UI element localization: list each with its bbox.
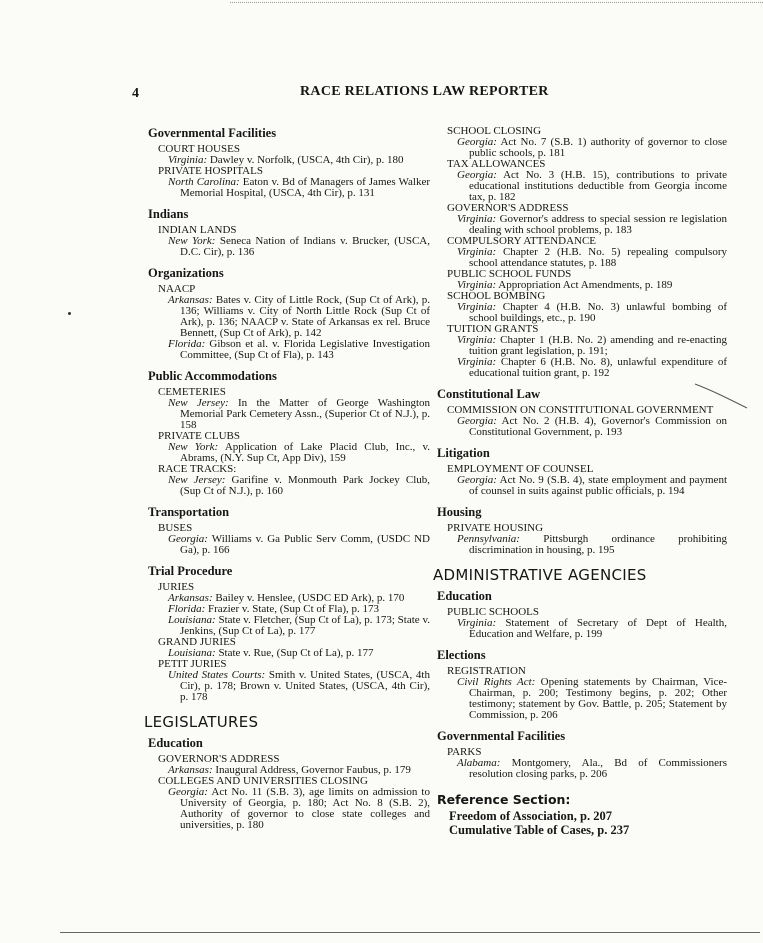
- jurisdiction-label: United States Courts:: [168, 669, 266, 681]
- section-heading: Governmental Facilities: [437, 729, 566, 743]
- subject-heading: CEMETERIES: [158, 386, 226, 398]
- subject-heading: COMMISSION ON CONSTITUTIONAL GOVERNMENT: [447, 404, 714, 416]
- jurisdiction-label: New York:: [168, 441, 219, 453]
- entry-text: Smith v. United States, (USCA, 4th Cir), p. 178; Brown v. United States, (USCA, 4th Cir), p. 178: [180, 669, 430, 703]
- jurisdiction-label: Alabama:: [457, 757, 501, 769]
- part-heading: LEGISLATURES: [144, 713, 259, 731]
- subject-heading: BUSES: [158, 522, 193, 534]
- page-number: 4: [132, 86, 139, 101]
- subject-heading: TAX ALLOWANCES: [447, 158, 546, 170]
- subject-heading: GOVERNOR'S ADDRESS: [158, 753, 280, 765]
- section-heading: Governmental Facilities: [148, 126, 277, 140]
- entry-text: Dawley v. Norfolk, (USCA, 4th Cir), p. 180: [209, 154, 404, 166]
- case-entry: [168, 534, 430, 556]
- subject-heading: PRIVATE HOUSING: [447, 522, 544, 534]
- section-heading: Elections: [437, 648, 486, 662]
- section-heading: Transportation: [148, 505, 230, 519]
- part-heading: ADMINISTRATIVE AGENCIES: [433, 566, 647, 584]
- case-entry: [168, 442, 430, 464]
- subject-heading: EMPLOYMENT OF COUNSEL: [447, 463, 594, 475]
- case-entry: [168, 475, 430, 497]
- section-heading: Public Accommodations: [148, 369, 277, 383]
- section-heading: Education: [437, 589, 492, 603]
- jurisdiction-label: Georgia:: [457, 169, 497, 181]
- section-heading: Litigation: [437, 446, 490, 460]
- case-entry: [168, 787, 430, 831]
- entry-text: Act No. 7 (S.B. 1) authority of governor to close public schools, p. 181: [469, 136, 727, 159]
- running-head: RACE RELATIONS LAW REPORTER: [300, 84, 549, 99]
- subject-heading: INDIAN LANDS: [158, 224, 237, 236]
- entry-text: Chapter 6 (H.B. No. 8), unlawful expenditure of educational tuition grant, p. 192: [469, 356, 728, 379]
- case-entry: [457, 416, 727, 438]
- jurisdiction-label: Florida:: [168, 338, 206, 350]
- subject-heading: JURIES: [158, 581, 195, 593]
- jurisdiction-label: Virginia:: [168, 154, 208, 166]
- entry-text: Act No. 2 (H.B. 4), Governor's Commission on Constitutional Government, p. 193: [469, 415, 727, 438]
- left-column: [144, 126, 431, 831]
- entry-text: Chapter 1 (H.B. No. 2) amending and re-enacting tuition grant legislation, p. 191;: [469, 334, 728, 357]
- case-entry: [168, 398, 430, 431]
- subject-heading: PRIVATE HOSPITALS: [158, 165, 263, 177]
- case-entry: [457, 247, 727, 269]
- case-entry: [457, 758, 727, 780]
- entry-text: In the Matter of George Washington Memorial Park Cemetery Assn., (Superior Ct of N.J.), p. 158: [180, 397, 431, 431]
- case-entry: [457, 677, 727, 721]
- entry-text: Inaugural Address, Governor Faubus, p. 179: [215, 764, 411, 776]
- section-heading: Indians: [148, 207, 189, 221]
- section-heading: Housing: [437, 505, 482, 519]
- section-heading: Education: [148, 736, 203, 750]
- jurisdiction-label: Georgia:: [457, 415, 497, 427]
- case-entry: [168, 236, 430, 258]
- subject-heading: REGISTRATION: [447, 665, 526, 677]
- top-rule: [230, 2, 763, 3]
- entry-text: Gibson et al. v. Florida Legislative Investigation Committee, (Sup Ct of Fla), p. 143: [180, 338, 431, 361]
- case-entry: [168, 339, 430, 361]
- entry-text: Opening statements by Chairman, Vice-Chairman, p. 200; Testimony begins, p. 202; Other testimony; statement by Gov. Battle, p. 205; Statement by Commission, p. 206: [469, 676, 727, 721]
- entry-text: Pittsburgh ordinance prohibiting discrimination in housing, p. 195: [469, 533, 727, 556]
- entry-text: Appropriation Act Amendments, p. 189: [498, 279, 673, 291]
- jurisdiction-label: Georgia:: [168, 786, 208, 798]
- jurisdiction-label: Arkansas:: [168, 764, 213, 776]
- subject-heading: PRIVATE CLUBS: [158, 430, 241, 442]
- jurisdiction-label: Pennsylvania:: [457, 533, 520, 545]
- section-heading: Constitutional Law: [437, 387, 541, 401]
- pencil-mark: [693, 380, 749, 410]
- subject-heading: GOVERNOR'S ADDRESS: [447, 202, 569, 214]
- entry-text: Eaton v. Bd of Managers of James Walker Memorial Hospital, (USCA, 4th Cir), p. 131: [180, 176, 430, 199]
- case-entry: [168, 670, 430, 703]
- jurisdiction-label: New York:: [168, 235, 216, 247]
- subject-heading: RACE TRACKS:: [158, 463, 237, 475]
- case-entry: [168, 295, 430, 339]
- case-entry: [457, 170, 727, 203]
- jurisdiction-label: Arkansas:: [168, 592, 213, 604]
- jurisdiction-label: Virginia:: [457, 617, 497, 629]
- jurisdiction-label: Arkansas:: [168, 294, 213, 306]
- jurisdiction-label: Louisiana:: [168, 614, 216, 626]
- case-entry: [168, 177, 430, 199]
- subject-heading: NAACP: [158, 283, 196, 295]
- subject-heading: COURT HOUSES: [158, 143, 240, 155]
- right-column: [433, 125, 728, 837]
- jurisdiction-label: Civil Rights Act:: [457, 676, 536, 688]
- entry-text: Garifine v. Monmouth Park Jockey Club, (Sup Ct of N.J.), p. 160: [180, 474, 430, 497]
- entry-text: Chapter 2 (H.B. No. 5) repealing compulsory school attendance statutes, p. 188: [469, 246, 727, 269]
- jurisdiction-label: Georgia:: [168, 533, 208, 545]
- jurisdiction-label: New Jersey:: [168, 397, 229, 409]
- entry-text: Chapter 4 (H.B. No. 3) unlawful bombing of school buildings, etc., p. 190: [469, 301, 728, 324]
- entry-text: Act No. 9 (S.B. 4), state employment and payment of counsel in suits against public officials, p. 194: [469, 474, 727, 497]
- jurisdiction-label: Virginia:: [457, 301, 497, 313]
- entry-text: State v. Rue, (Sup Ct of La), p. 177: [218, 647, 374, 659]
- jurisdiction-label: Georgia:: [457, 136, 497, 148]
- jurisdiction-label: Florida:: [168, 603, 206, 615]
- entry-text: Williams v. Ga Public Serv Comm, (USDC ND Ga), p. 166: [180, 533, 430, 556]
- section-heading: Organizations: [148, 266, 224, 280]
- reference-heading: Reference Section:: [437, 792, 571, 807]
- subject-heading: SCHOOL CLOSING: [447, 125, 542, 137]
- jurisdiction-label: New Jersey:: [168, 474, 226, 486]
- jurisdiction-label: Virginia:: [457, 356, 497, 368]
- jurisdiction-label: Virginia:: [457, 334, 497, 346]
- section-heading: Trial Procedure: [148, 564, 233, 578]
- entry-text: Governor's address to special session re legislation dealing with school problems, p. 183: [469, 213, 728, 236]
- subject-heading: COLLEGES AND UNIVERSITIES CLOSING: [158, 775, 368, 787]
- reference-line: Cumulative Table of Cases, p. 237: [449, 823, 630, 837]
- entry-text: Statement of Secretary of Dept of Health, Education and Welfare, p. 199: [469, 617, 727, 640]
- subject-heading: PUBLIC SCHOOL FUNDS: [447, 268, 572, 280]
- jurisdiction-label: Virginia:: [457, 213, 497, 225]
- case-entry: [457, 214, 727, 236]
- subject-heading: PARKS: [447, 746, 482, 758]
- entry-text: Bates v. City of Little Rock, (Sup Ct of Ark), p. 136; Williams v. City of North Little Rock (Sup Ct of Ark), p. 136; NAACP v. State of Arkansas ex rel. Bruce Bennett, (Sup Ct of Ark), p. 142: [180, 294, 430, 339]
- bottom-rule: [60, 932, 760, 933]
- jurisdiction-label: Virginia:: [457, 246, 497, 258]
- subject-heading: PETIT JURIES: [158, 658, 227, 670]
- jurisdiction-label: Georgia:: [457, 474, 497, 486]
- subject-heading: TUITION GRANTS: [447, 323, 539, 335]
- reference-line: Freedom of Association, p. 207: [449, 809, 612, 823]
- subject-heading: COMPULSORY ATTENDANCE: [447, 235, 597, 247]
- entry-text: State v. Fletcher, (Sup Ct of La), p. 173; State v. Jenkins, (Sup Ct of La), p. 177: [180, 614, 430, 637]
- jurisdiction-label: Virginia:: [457, 279, 497, 291]
- case-entry: [168, 615, 430, 637]
- entry-text: Application of Lake Placid Club, Inc., v. Abrams, (N.Y. Sup Ct, App Div), 159: [180, 441, 430, 464]
- entry-text: Frazier v. State, (Sup Ct of Fla), p. 173: [208, 603, 380, 615]
- jurisdiction-label: Louisiana:: [168, 647, 216, 659]
- entry-text: Bailey v. Henslee, (USDC ED Ark), p. 170: [215, 592, 405, 604]
- case-entry: [457, 534, 727, 556]
- entry-text: Seneca Nation of Indians v. Brucker, (USCA, D.C. Cir), p. 136: [180, 235, 430, 258]
- subject-heading: PUBLIC SCHOOLS: [447, 606, 539, 618]
- entry-text: Act No. 3 (H.B. 15), contributions to private educational institutions deductible from Georgia income tax, p. 182: [469, 169, 727, 203]
- jurisdiction-label: North Carolina:: [168, 176, 240, 188]
- entry-text: Act No. 11 (S.B. 3), age limits on admission to University of Georgia, p. 180; Act No. 8 (S.B. 2), Authority of governor to close state colleges and universities, p. 180: [180, 786, 430, 831]
- subject-heading: SCHOOL BOMBING: [447, 290, 546, 302]
- case-entry: [457, 618, 727, 640]
- case-entry: [457, 137, 727, 159]
- case-entry: [457, 335, 727, 357]
- case-entry: [457, 357, 727, 379]
- scan-speck: [68, 312, 71, 315]
- case-entry: [457, 475, 727, 497]
- subject-heading: GRAND JURIES: [158, 636, 236, 648]
- case-entry: [457, 302, 727, 324]
- entry-text: Montgomery, Ala., Bd of Commissioners resolution closing parks, p. 206: [469, 757, 728, 780]
